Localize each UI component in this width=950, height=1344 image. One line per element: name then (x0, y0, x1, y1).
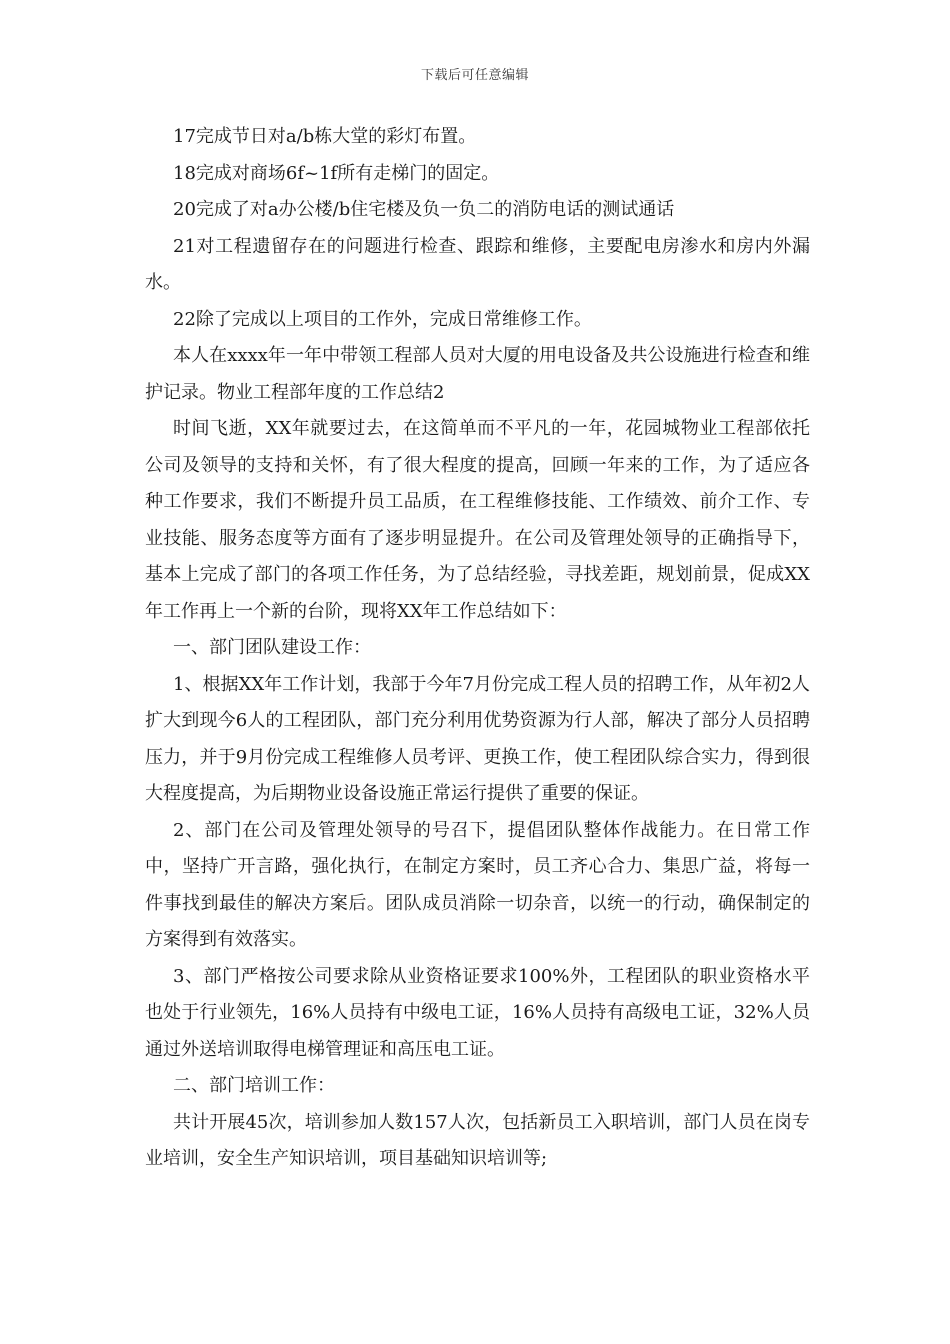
paragraph-item-17: 17完成节日对a/b栋大堂的彩灯布置。 (173, 126, 477, 147)
paragraph-item-22: 22除了完成以上项目的工作外，完成日常维修工作。 (173, 308, 592, 330)
paragraph-item-18: 18完成对商场6f~1f所有走梯门的固定。 (173, 162, 500, 184)
paragraph-item-21: 21对工程遗留存在的问题进行检查、跟踪和维修，主要配电房渗水和房内外漏水。 (145, 235, 810, 293)
paragraph-summary-intro: 本人在xxxx年一年中带领工程部人员对大厦的用电设备及共公设施进行检查和维护记录。物业工程部年度的工作总结2 (145, 345, 810, 403)
paragraph-team-1: 1、根据XX年工作计划，我部于今年7月份完成工程人员的招聘工作，从年初2人扩大到现今6人的工程团队，部门充分利用优势资源为行人部，解决了部分人员招聘压力，并于9月份完成工程维修人员考评、更换工作，使工程团队综合实力，得到很大程度提高，为后期物业设备设施正常运行提供了重要的保证。 (145, 673, 810, 804)
document-body (145, 119, 810, 1178)
paragraph-training: 共计开展45次，培训参加人数157人次，包括新员工入职培训，部门人员在岗专业培训，安全生产知识培训，项目基础知识培训等; (145, 1111, 810, 1169)
paragraph-item-20: 20完成了对a办公楼/b住宅楼及负一负二的消防电话的测试通话 (173, 199, 675, 220)
paragraph-team-2: 2、部门在公司及管理处领导的号召下，提倡团队整体作战能力。在日常工作中，坚持广开言路，强化执行，在制定方案时，员工齐心合力、集思广益，将每一件事找到最佳的解决方案后。团队成员消除一切杂音，以统一的行动，确保制定的方案得到有效落实。 (145, 819, 810, 950)
paragraph-team-3: 3、部门严格按公司要求除从业资格证要求100%外，工程团队的职业资格水平也处于行业领先，16%人员持有中级电工证，16%人员持有高级电工证，32%人员通过外送培训取得电梯管理证和高压电工证。 (145, 965, 810, 1060)
paragraph-overview: 时间飞逝，XX年就要过去，在这简单而不平凡的一年，花园城物业工程部依托公司及领导的支持和关怀，有了很大程度的提高，回顾一年来的工作，为了适应各种工作要求，我们不断提升员工品质，在工程维修技能、工作绩效、前介工作、专业技能、服务态度等方面有了逐步明显提升。在公司及管理处领导的正确指导下，基本上完成了部门的各项工作任务，为了总结经验，寻找差距，规划前景，促成XX年工作再上一个新的台阶，现将XX年工作总结如下： (145, 418, 810, 622)
section-heading-training: 二、部门培训工作： (173, 1075, 335, 1096)
page-header: 下载后可任意编辑 (420, 68, 529, 83)
section-heading-team: 一、部门团队建设工作： (173, 637, 371, 658)
